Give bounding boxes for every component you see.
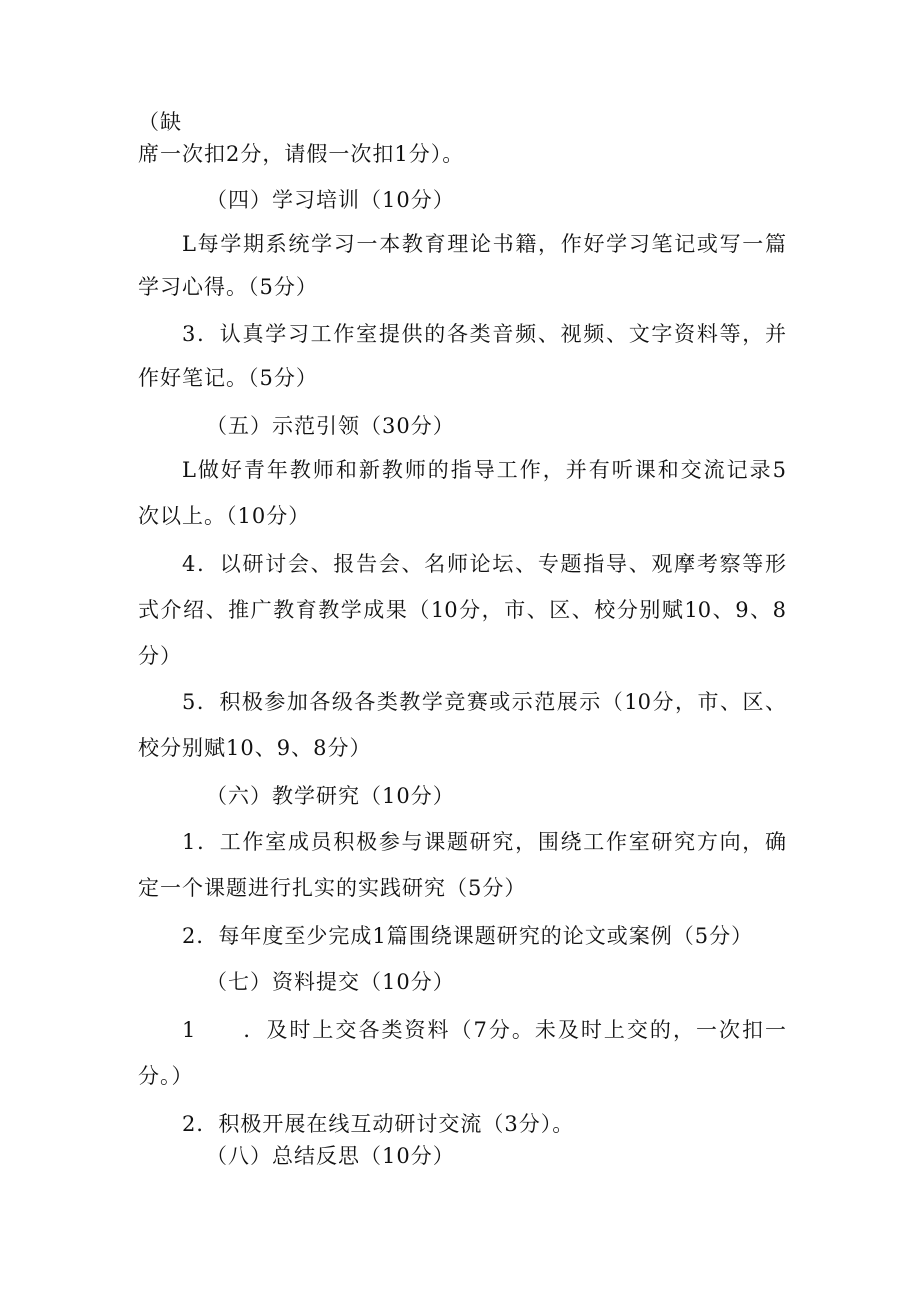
paragraph-line: 学习心得。（5分） (138, 275, 318, 299)
paragraph-line: 4．以研讨会、报告会、名师论坛、专题指导、观摩考察等形 (182, 552, 786, 576)
paragraph-line: 1 ．及时上交各类资料（7分。未及时上交的，一次扣一 (182, 1018, 786, 1042)
paragraph-line: 次以上。（10分） (138, 504, 311, 528)
paragraph-line: 式介绍、推广教育教学成果（10分，市、区、校分别赋10、9、8 (138, 598, 786, 622)
section-heading-summary-reflection: （八）总结反思（10分） (206, 1144, 455, 1168)
paragraph-line: 分。） (138, 1064, 194, 1088)
paragraph-line: L做好青年教师和新教师的指导工作，并有听课和交流记录5 (182, 458, 786, 482)
paragraph-line: 定一个课题进行扎实的实践研究（5分） (138, 876, 527, 900)
paragraph-line: 分） (138, 644, 182, 668)
section-heading-material-submission: （七）资料提交（10分） (206, 970, 455, 994)
paragraph-line: 3．认真学习工作室提供的各类音频、视频、文字资料等，并 (182, 322, 786, 346)
section-heading-demonstration: （五）示范引领（30分） (206, 414, 455, 438)
paragraph-line: 5．积极参加各级各类教学竞赛或示范展示（10分，市、区、 (182, 690, 786, 714)
paragraph-line: 校分别赋10、9、8分） (138, 736, 372, 760)
paragraph-line: 席一次扣2分，请假一次扣1分）。 (138, 142, 465, 166)
paragraph-line: 2．积极开展在线互动研讨交流（3分）。 (182, 1112, 575, 1136)
section-heading-teaching-research: （六）教学研究（10分） (206, 784, 455, 808)
paragraph-line: L每学期系统学习一本教育理论书籍，作好学习笔记或写一篇 (182, 232, 786, 256)
paragraph-line: 1．工作室成员积极参与课题研究，围绕工作室研究方向，确 (182, 830, 786, 854)
paragraph-line: 2．每年度至少完成1篇围绕课题研究的论文或案例（5分） (182, 924, 754, 948)
section-heading-learning-training: （四）学习培训（10分） (206, 188, 455, 212)
paragraph-line: 作好笔记。（5分） (138, 366, 318, 390)
paragraph-line: （缺 (138, 110, 182, 134)
